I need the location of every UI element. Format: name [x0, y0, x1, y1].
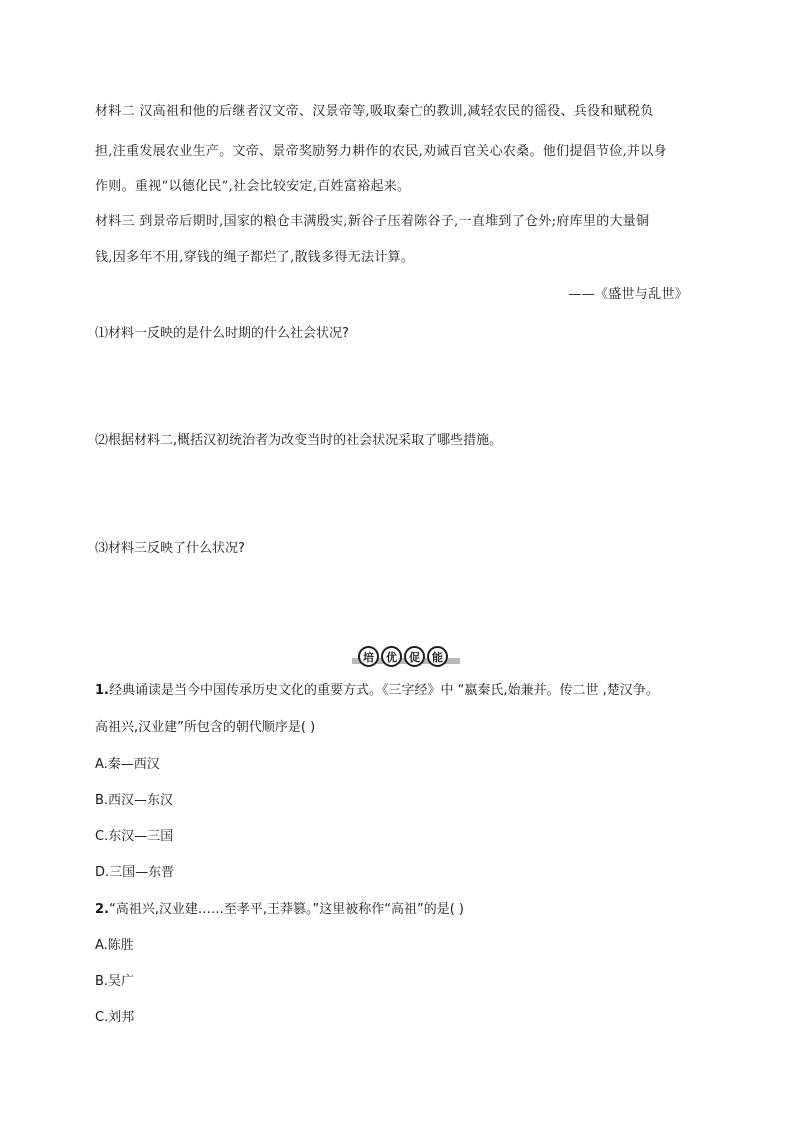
mc1-option-d: D.三国—东晋 — [95, 865, 175, 880]
banner-char-2: 优 — [381, 646, 402, 667]
banner-char-3: 促 — [404, 646, 425, 667]
mc1-option-b: B.西汉—东汉 — [95, 793, 174, 808]
question-1: ⑴材料一反映的是什么时期的什么社会状况? — [95, 326, 349, 341]
material2-line2: 担,注重发展农业生产。文帝、景帝奖励努力耕作的农民,劝诫百官关心农桑。他们提倡节俭,并以身 — [95, 144, 667, 159]
section-banner — [352, 646, 460, 668]
material3-line2: 钱,因多年不用,穿钱的绳子都烂了,散钱多得无法计算。 — [95, 250, 415, 265]
question-3: ⑶材料三反映了什么状况? — [95, 541, 245, 556]
mc1-stem-line1 — [95, 682, 659, 700]
mc1-stem-line2: 高祖兴,汉业建”所包含的朝代顺序是( ) — [95, 720, 316, 735]
mc1-stem-text: 经典诵读是当今中国传承历史文化的重要方式。《三字经》中 “嬴秦氏,始兼并。传二世 ,楚汉争。 — [108, 683, 659, 698]
mc1-number: 1. — [95, 683, 109, 698]
mc2-option-b: B.吴广 — [95, 974, 135, 989]
mc2-stem-text: “高祖兴,汉业建……至孝平,王莽篡。”这里被称作“高祖”的是( ) — [108, 902, 464, 917]
mc2-number: 2. — [95, 902, 109, 917]
question-2: ⑵根据材料二,概括汉初统治者为改变当时的社会状况采取了哪些措施。 — [95, 433, 503, 448]
material2-line1: 材料二 汉高祖和他的后继者汉文帝、汉景帝等,吸取秦亡的教训,减轻农民的徭役、兵役和赋税负 — [95, 104, 654, 119]
material2-line3: 作则。重视“以德化民”,社会比较安定,百姓富裕起来。 — [95, 179, 411, 194]
mc2-option-a: A.陈胜 — [95, 938, 134, 953]
banner-char-1: 培 — [358, 646, 379, 667]
banner-char-4: 能 — [427, 646, 448, 667]
mc1-option-a: A.秦—西汉 — [95, 757, 160, 772]
material3-line1: 材料三 到景帝后期时,国家的粮仓丰满殷实,新谷子压着陈谷子,一直堆到了仓外;府库里的大量铜 — [95, 214, 650, 229]
mc2-option-c: C.刘邦 — [95, 1010, 135, 1025]
material3-source: ——《盛世与乱世》 — [568, 287, 688, 302]
mc2-stem — [95, 901, 464, 919]
mc1-option-c: C.东汉—三国 — [95, 829, 174, 844]
